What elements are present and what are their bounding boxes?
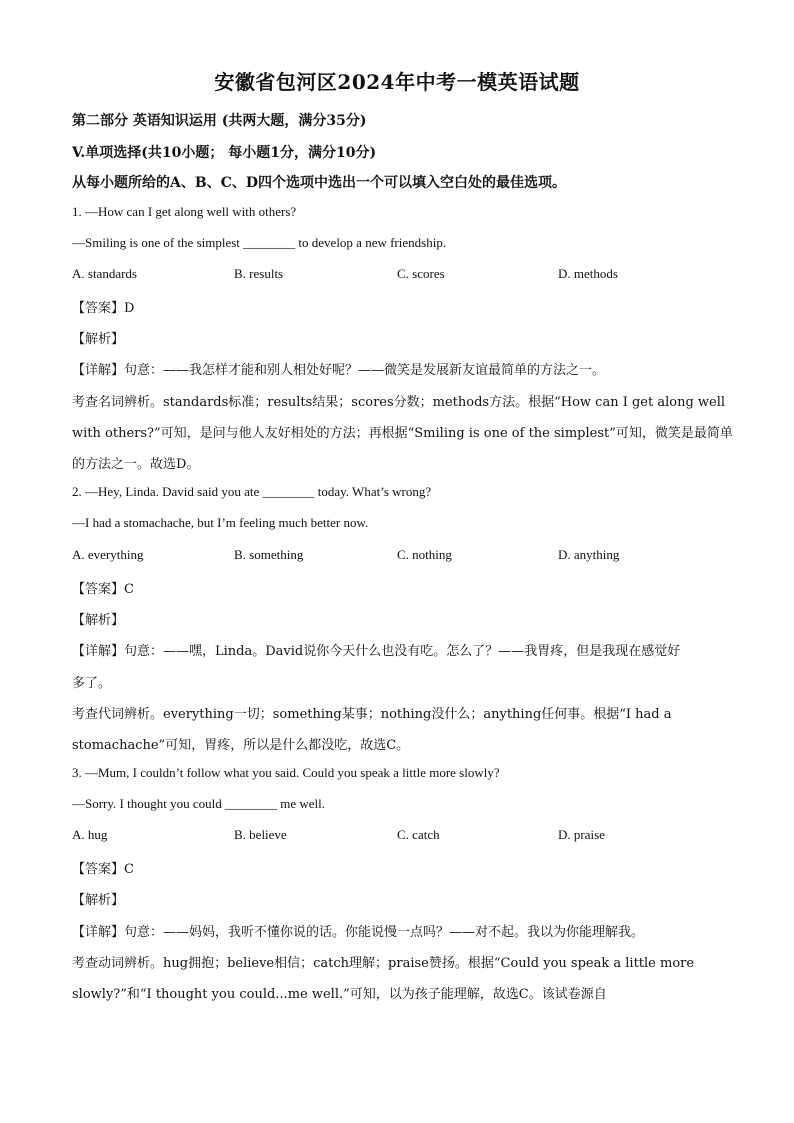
q1-option-d: D. methods	[558, 266, 618, 281]
q1-detail-1: 【详解】句意：——我怎样才能和别人相处好呢？——微笑是发展新友谊最简单的方法之一。	[72, 363, 606, 378]
q3-option-d: D. praise	[558, 827, 605, 842]
q2-detail-3: 考查代词辨析。everything一切；something某事；nothing没什么；anything任何事。根据“I had a	[72, 707, 672, 722]
q3-line1: 3. —Mum, I couldn’t follow what you said. Could you speak a little more slowly?	[72, 765, 500, 780]
q1-detail-3: with others?”可知，是问与他人友好相处的方法；再根据“Smiling is one of the simplest”可知，微笑是最简单	[72, 426, 733, 441]
q3-detail-1: 【详解】句意：——妈妈，我听不懂你说的话。你能说慢一点吗？——对不起。我以为你能理解我。	[72, 925, 645, 940]
q1-analysis-label: 【解析】	[72, 332, 125, 347]
q2-line1: 2. —Hey, Linda. David said you ate ________ today. What’s wrong?	[72, 484, 432, 499]
q2-detail-1: 【详解】句意：——嘿，Linda。David说你今天什么也没有吃。怎么了？——我胃疼，但是我现在感觉好	[72, 644, 681, 659]
q3-answer: 【答案】C	[72, 862, 134, 877]
q3-detail-2: 考查动词辨析。hug拥抱；believe相信；catch理解；praise赞扬。根据“Could you speak a little more	[72, 956, 695, 971]
q3-line2: —Sorry. I thought you could ________ me well.	[72, 796, 325, 811]
q2-analysis-label: 【解析】	[72, 613, 125, 628]
instruction: 从每小题所给的A、B、C、D四个选项中选出一个可以填入空白处的最佳选项。	[72, 175, 566, 191]
q2-detail-4: stomachache”可知，胃疼，所以是什么都没吃，故选C。	[72, 738, 410, 753]
q2-option-a: A. everything	[72, 547, 144, 562]
q2-line2: —I had a stomachache, but I’m feeling much better now.	[72, 515, 369, 530]
q2-detail-2: 多了。	[72, 676, 112, 691]
section-heading: V.单项选择(共10小题； 每小题1分，满分10分)	[72, 145, 377, 161]
page-title: 安徽省包河区2024年中考一模英语试题	[214, 70, 580, 94]
q3-analysis-label: 【解析】	[72, 893, 125, 908]
q3-option-c: C. catch	[397, 827, 440, 842]
q3-detail-3: slowly?”和“I thought you could...me well.”可知，以为孩子能理解，故选C。该试卷源自	[72, 987, 607, 1002]
q1-line1: 1. —How can I get along well with others?	[72, 204, 297, 219]
q1-option-c: C. scores	[397, 266, 445, 281]
q1-line2: —Smiling is one of the simplest ________ to develop a new friendship.	[72, 235, 447, 250]
q2-answer: 【答案】C	[72, 582, 134, 597]
part-heading: 第二部分 英语知识运用 (共两大题，满分35分)	[72, 113, 367, 129]
q2-option-c: C. nothing	[397, 547, 452, 562]
q1-detail-4: 的方法之一。故选D。	[72, 457, 200, 472]
q1-detail-2: 考查名词辨析。standards标准；results结果；scores分数；methods方法。根据“How can I get along well	[72, 395, 726, 410]
q1-answer: 【答案】D	[72, 301, 135, 316]
q1-option-a: A. standards	[72, 266, 137, 281]
q2-option-d: D. anything	[558, 547, 620, 562]
q3-option-b: B. believe	[234, 827, 287, 842]
q2-option-b: B. something	[234, 547, 304, 562]
q1-option-b: B. results	[234, 266, 284, 281]
q3-option-a: A. hug	[72, 827, 108, 842]
